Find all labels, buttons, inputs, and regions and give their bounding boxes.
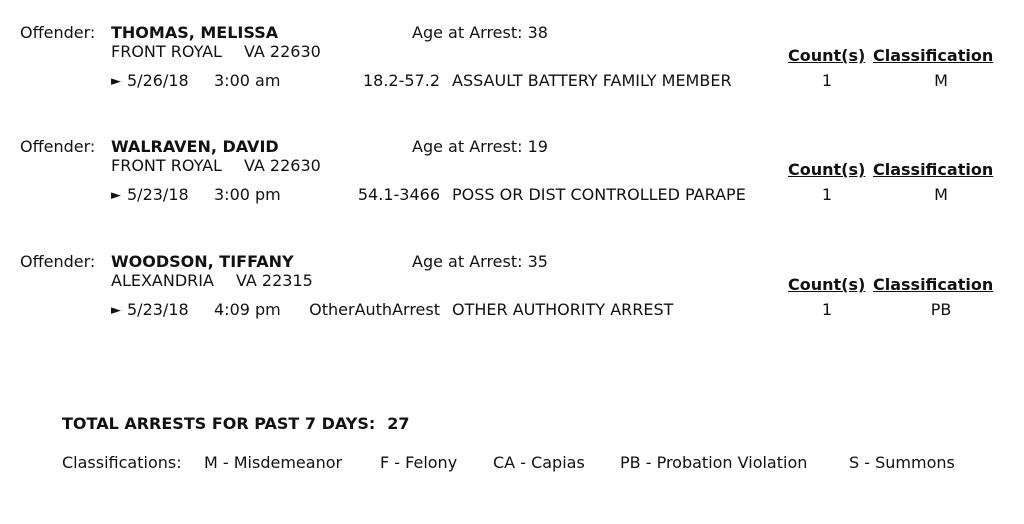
charge-classification: PB [930,300,952,319]
age-value: 19 [527,137,548,156]
charge-classification: M [934,71,948,90]
counts-header: Count(s) [788,160,866,179]
offender-label: Offender: [20,137,96,156]
age-at-arrest [412,254,548,270]
age-label: Age at Arrest: [412,137,523,156]
age-at-arrest [412,25,548,41]
offender-state-zip: VA 22630 [243,42,321,61]
arrest-record [0,25,1024,105]
arrest-date: 5/23/18 [127,300,189,319]
age-value: 38 [527,23,548,42]
arrest-time: 3:00 pm [214,185,281,204]
offender-address [111,273,313,289]
charge-description: OTHER AUTHORITY ARREST [452,300,674,319]
total-label: TOTAL ARRESTS FOR PAST 7 DAYS: [62,414,376,433]
offender-city: FRONT ROYAL [111,42,222,61]
statute-code: OtherAuthArrest [309,300,440,319]
total-value: 27 [387,414,410,433]
offender-state-zip: VA 22630 [243,156,321,175]
arrest-record [0,254,1024,334]
arrow-icon: ► [111,74,121,89]
legend-label: Classifications: [62,453,182,472]
legend-item-probation-violation: PB - Probation Violation [620,453,808,472]
offender-label: Offender: [20,23,96,42]
offender-state-zip: VA 22315 [235,271,313,290]
offender-address [111,158,321,174]
statute-code: 18.2-57.2 [362,71,440,90]
arrest-date: 5/23/18 [127,185,189,204]
arrow-icon: ► [111,188,121,203]
offender-city: ALEXANDRIA [111,271,214,290]
offender-name: THOMAS, MELISSA [111,23,279,42]
age-at-arrest [412,139,548,155]
offender-label: Offender: [20,252,96,271]
counts-header: Count(s) [788,46,866,65]
arrest-time: 4:09 pm [214,300,281,319]
total-arrests [62,416,410,432]
legend-item-capias: CA - Capias [493,453,585,472]
charge-description: POSS OR DIST CONTROLLED PARAPE [452,185,746,204]
offender-name: WALRAVEN, DAVID [111,137,279,156]
arrest-date: 5/26/18 [127,71,189,90]
charge-count: 1 [821,300,833,319]
age-label: Age at Arrest: [412,252,523,271]
legend-item-summons: S - Summons [849,453,955,472]
classification-header: Classification [873,275,994,294]
classification-header: Classification [873,46,994,65]
age-label: Age at Arrest: [412,23,523,42]
offender-address [111,44,321,60]
charge-count: 1 [821,185,833,204]
arrest-time: 3:00 am [214,71,281,90]
legend-item-misdemeanor: M - Misdemeanor [204,453,343,472]
charge-count: 1 [821,71,833,90]
charge-classification: M [934,185,948,204]
legend-item-felony: F - Felony [380,453,458,472]
offender-name: WOODSON, TIFFANY [111,252,294,271]
arrest-record [0,139,1024,219]
age-value: 35 [527,252,548,271]
counts-header: Count(s) [788,275,866,294]
arrow-icon: ► [111,303,121,318]
statute-code: 54.1-3466 [357,185,440,204]
offender-city: FRONT ROYAL [111,156,222,175]
charge-description: ASSAULT BATTERY FAMILY MEMBER [452,71,732,90]
classification-header: Classification [873,160,994,179]
